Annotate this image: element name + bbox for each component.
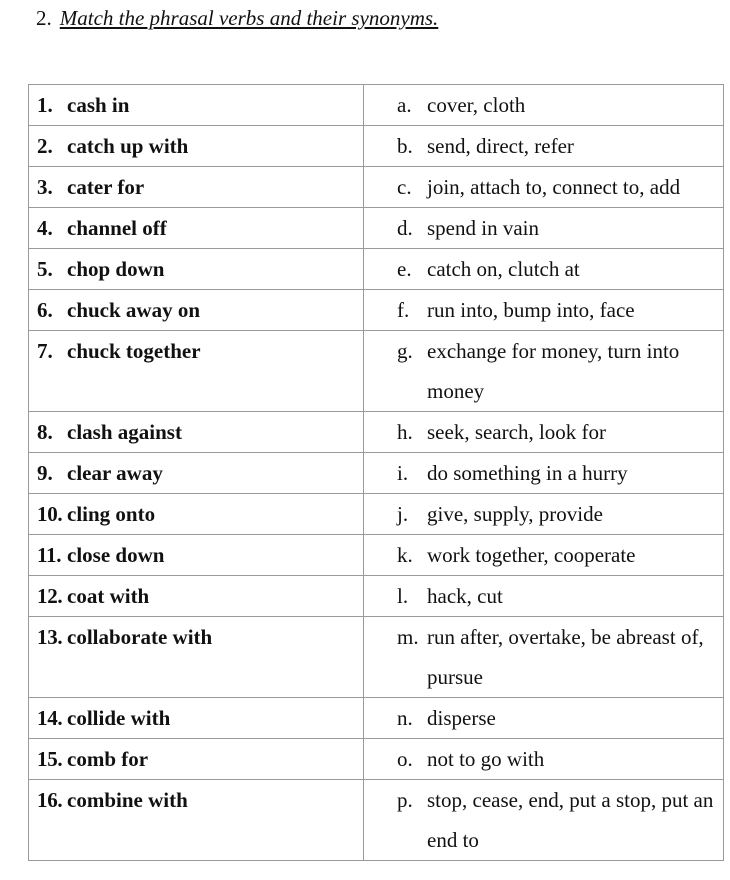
phrasal-verb: cling onto xyxy=(67,502,156,526)
synonym-item xyxy=(364,739,723,779)
synonym-cell xyxy=(364,698,724,739)
item-letter: d. xyxy=(397,216,413,240)
phrasal-verb-item xyxy=(29,167,363,207)
phrasal-verb-cell xyxy=(29,780,364,861)
item-number: 13. xyxy=(37,625,63,649)
table-row xyxy=(29,617,724,698)
phrasal-verb: channel off xyxy=(67,216,167,240)
phrasal-verb-cell xyxy=(29,617,364,698)
item-number: 5. xyxy=(37,257,53,281)
phrasal-verb-item xyxy=(29,453,363,493)
item-letter: i. xyxy=(397,461,409,485)
synonym-item xyxy=(364,249,723,289)
phrasal-verb: collaborate with xyxy=(67,625,213,649)
phrasal-verb-item xyxy=(29,739,363,779)
synonym-item xyxy=(364,208,723,248)
table-row xyxy=(29,780,724,861)
table-row xyxy=(29,85,724,126)
phrasal-verb: clear away xyxy=(67,461,163,485)
synonym-item xyxy=(364,412,723,452)
synonym-text: seek, search, look for xyxy=(427,420,607,444)
exercise-instruction: Match the phrasal verbs and their synonyms. xyxy=(59,6,439,30)
table-row xyxy=(29,739,724,780)
item-letter: l. xyxy=(397,584,409,608)
item-letter: b. xyxy=(397,134,413,158)
synonym-item xyxy=(364,780,723,860)
item-number: 15. xyxy=(37,747,63,771)
item-letter: n. xyxy=(397,706,413,730)
synonym-cell xyxy=(364,494,724,535)
phrasal-verb-cell xyxy=(29,739,364,780)
synonym-cell xyxy=(364,780,724,861)
item-letter: g. xyxy=(397,339,413,363)
item-letter: e. xyxy=(397,257,412,281)
synonym-text: exchange for money, turn into money xyxy=(427,339,680,403)
item-number: 3. xyxy=(37,175,53,199)
phrasal-verb: chuck away on xyxy=(67,298,201,322)
synonym-text: send, direct, refer xyxy=(427,134,574,158)
phrasal-verb: catch up with xyxy=(67,134,189,158)
table-row xyxy=(29,698,724,739)
item-number: 8. xyxy=(37,420,53,444)
phrasal-verb-cell xyxy=(29,167,364,208)
synonym-text: catch on, clutch at xyxy=(427,257,580,281)
synonym-text: spend in vain xyxy=(427,216,539,240)
item-number: 10. xyxy=(37,502,63,526)
phrasal-verb-item xyxy=(29,290,363,330)
synonym-item xyxy=(364,167,723,207)
item-letter: k. xyxy=(397,543,413,567)
phrasal-verb: cash in xyxy=(67,93,130,117)
synonym-text: run after, overtake, be abreast of, pursue xyxy=(427,625,704,689)
synonym-item xyxy=(364,126,723,166)
phrasal-verb-cell xyxy=(29,453,364,494)
table-row xyxy=(29,167,724,208)
synonym-cell xyxy=(364,331,724,412)
table-row xyxy=(29,290,724,331)
phrasal-verb-cell xyxy=(29,494,364,535)
synonym-cell xyxy=(364,412,724,453)
item-letter: o. xyxy=(397,747,413,771)
phrasal-verb-cell xyxy=(29,208,364,249)
phrasal-verb-item xyxy=(29,494,363,534)
table-row xyxy=(29,412,724,453)
item-number: 4. xyxy=(37,216,53,240)
synonym-text: give, supply, provide xyxy=(427,502,603,526)
phrasal-verb-item xyxy=(29,331,363,371)
item-letter: c. xyxy=(397,175,412,199)
synonym-item xyxy=(364,535,723,575)
item-letter: j. xyxy=(397,502,409,526)
synonym-text: not to go with xyxy=(427,747,545,771)
synonym-text: do something in a hurry xyxy=(427,461,628,485)
exercise-heading xyxy=(36,4,438,32)
synonym-cell xyxy=(364,617,724,698)
synonym-text: disperse xyxy=(427,706,496,730)
item-number: 11. xyxy=(37,543,62,567)
item-number: 1. xyxy=(37,93,53,117)
phrasal-verb-item xyxy=(29,698,363,738)
synonym-cell xyxy=(364,739,724,780)
table-row xyxy=(29,535,724,576)
synonym-text: cover, cloth xyxy=(427,93,526,117)
synonym-cell xyxy=(364,535,724,576)
synonym-cell xyxy=(364,249,724,290)
item-number: 14. xyxy=(37,706,63,730)
phrasal-verb: combine with xyxy=(67,788,188,812)
item-number: 2. xyxy=(37,134,53,158)
phrasal-verb-cell xyxy=(29,126,364,167)
table-row xyxy=(29,576,724,617)
table-row xyxy=(29,208,724,249)
synonym-item xyxy=(364,494,723,534)
phrasal-verb-item xyxy=(29,412,363,452)
phrasal-verb: collide with xyxy=(67,706,171,730)
synonym-cell xyxy=(364,126,724,167)
phrasal-verb: coat with xyxy=(67,584,150,608)
synonym-text: join, attach to, connect to, add xyxy=(427,175,681,199)
item-letter: h. xyxy=(397,420,413,444)
phrasal-verb: chuck together xyxy=(67,339,201,363)
synonym-item xyxy=(364,453,723,493)
synonym-item xyxy=(364,698,723,738)
phrasal-verb: comb for xyxy=(67,747,149,771)
phrasal-verb-item xyxy=(29,535,363,575)
matching-table-body xyxy=(29,85,724,861)
synonym-item xyxy=(364,331,723,411)
phrasal-verb-cell xyxy=(29,249,364,290)
synonym-cell xyxy=(364,208,724,249)
phrasal-verb-cell xyxy=(29,412,364,453)
synonym-item xyxy=(364,85,723,125)
item-number: 9. xyxy=(37,461,53,485)
phrasal-verb-cell xyxy=(29,698,364,739)
synonym-item xyxy=(364,576,723,616)
item-letter: m. xyxy=(397,625,419,649)
item-number: 7. xyxy=(37,339,53,363)
item-letter: f. xyxy=(397,298,410,322)
table-row xyxy=(29,249,724,290)
table-row xyxy=(29,494,724,535)
phrasal-verb: cater for xyxy=(67,175,145,199)
synonym-text: work together, cooperate xyxy=(427,543,636,567)
synonym-text: run into, bump into, face xyxy=(427,298,635,322)
phrasal-verb-item xyxy=(29,576,363,616)
synonym-cell xyxy=(364,453,724,494)
synonym-cell xyxy=(364,167,724,208)
synonym-item xyxy=(364,290,723,330)
phrasal-verb-item xyxy=(29,85,363,125)
item-letter: p. xyxy=(397,788,413,812)
exercise-number: 2. xyxy=(36,6,52,30)
phrasal-verb-item xyxy=(29,617,363,657)
table-row xyxy=(29,126,724,167)
item-number: 12. xyxy=(37,584,63,608)
phrasal-verb: chop down xyxy=(67,257,165,281)
item-letter: a. xyxy=(397,93,412,117)
phrasal-verb-cell xyxy=(29,576,364,617)
synonym-cell xyxy=(364,576,724,617)
phrasal-verb: close down xyxy=(67,543,165,567)
table-row xyxy=(29,453,724,494)
synonym-cell xyxy=(364,290,724,331)
item-number: 6. xyxy=(37,298,53,322)
phrasal-verb-cell xyxy=(29,535,364,576)
matching-table xyxy=(28,84,724,861)
phrasal-verb-cell xyxy=(29,290,364,331)
synonym-cell xyxy=(364,85,724,126)
item-number: 16. xyxy=(37,788,63,812)
phrasal-verb-item xyxy=(29,249,363,289)
phrasal-verb-item xyxy=(29,780,363,820)
phrasal-verb: clash against xyxy=(67,420,182,444)
table-row xyxy=(29,331,724,412)
phrasal-verb-cell xyxy=(29,85,364,126)
synonym-text: hack, cut xyxy=(427,584,503,608)
phrasal-verb-item xyxy=(29,208,363,248)
synonym-item xyxy=(364,617,723,697)
synonym-text: stop, cease, end, put a stop, put an end to xyxy=(427,788,714,852)
phrasal-verb-cell xyxy=(29,331,364,412)
phrasal-verb-item xyxy=(29,126,363,166)
